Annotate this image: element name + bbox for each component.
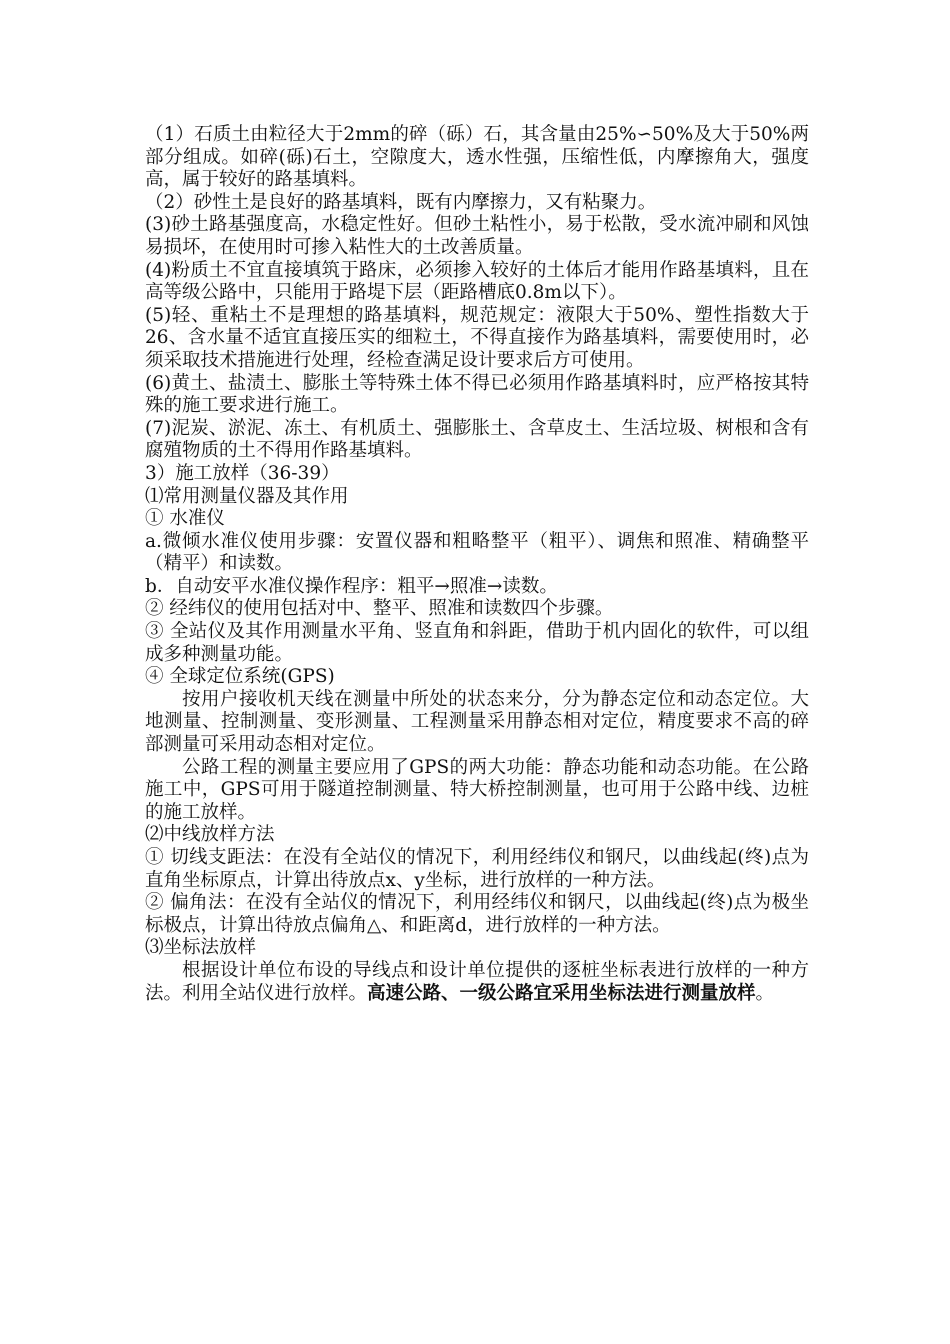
paragraph-gps-functions: 公路工程的测量主要应用了GPS的两大功能：静态功能和动态功能。在公路施工中，GPS可用于隧道控制测量、特大桥控制测量，也可用于公路中线、边桩的施工放样。 [145, 756, 809, 823]
paragraph-2: （2）砂性土是良好的路基填料，既有内摩擦力，又有粘聚力。 [145, 191, 657, 213]
paragraph-1: （1）石质土由粒径大于2mm的碎（砾）石，其含量由25%∽50%及大于50%两部分组成。如碎(砾)石土，空隙度大，透水性强，压缩性低，内摩擦角大，强度高，属于较好的路基填料。 [145, 124, 809, 191]
paragraph-gps-positioning: 按用户接收机天线在测量中所处的状态来分，分为静态定位和动态定位。大地测量、控制测量、变形测量、工程测量采用静态相对定位，精度要求不高的碎部测量可采用动态相对定位。 [145, 688, 809, 756]
coordinate-method-end: 。 [755, 982, 775, 1004]
item-gps: ④ 全球定位系统(GPS) [145, 666, 335, 688]
subheading-instruments: ⑴常用测量仪器及其作用 [145, 485, 349, 507]
paragraph-3: (3)砂土路基强度高，水稳定性好。但砂土粘性小，易于松散，受水流冲刷和风蚀易损坏，在使用时可掺入粘性大的土改善质量。 [145, 214, 809, 258]
coordinate-method-emphasis: 高速公路、一级公路宜采用坐标法进行测量放样 [367, 982, 756, 1004]
paragraph-6: (6)黄土、盐渍土、膨胀土等特殊土体不得已必须用作路基填料时，应严格按其特殊的施工要求进行施工。 [145, 372, 809, 417]
item-theodolite: ② 经纬仪的使用包括对中、整平、照准和读数四个步骤。 [145, 598, 614, 620]
item-tangent-offset: ① 切线支距法：在没有全站仪的情况下，利用经纬仪和钢尺，以曲线起(终)点为直角坐标原点，计算出待放点x、y坐标，进行放样的一种方法。 [145, 847, 809, 891]
paragraph-5: (5)轻、重粘土不是理想的路基填料，规范规定：液限大于50%、塑性指数大于26、含水量不适宜直接压实的细粒土，不得直接作为路基填料，需要使用时，必须采取技术措施进行处理，经检查满足设计要求后方可使用。 [145, 304, 809, 371]
document-body [145, 124, 809, 1005]
subheading-coordinate-method: ⑶坐标法放样 [145, 937, 257, 959]
item-total-station: ③ 全站仪及其作用测量水平角、竖直角和斜距，借助于机内固化的软件，可以组成多种测量功能。 [145, 621, 809, 665]
item-automatic-level: b．自动安平水准仪操作程序：粗平→照准→读数。 [145, 575, 558, 597]
paragraph-coordinate-method [145, 960, 809, 1005]
subheading-centerline: ⑵中线放样方法 [145, 824, 275, 846]
item-level-instrument: ① 水准仪 [145, 508, 225, 530]
paragraph-4: (4)粉质土不宜直接填筑于路床，必须掺入较好的土体后才能用作路基填料，且在高等级公路中，只能用于路堤下层（距路槽底0.8m以下）。 [145, 259, 809, 304]
coordinate-method-text: 根据设计单位布设的导线点和设计单位提供的逐桩坐标表进行放样的一种方法。利用全站仪进行放样。 [145, 959, 809, 1004]
item-deflection-angle: ② 偏角法：在没有全站仪的情况下，利用经纬仪和钢尺，以曲线起(终)点为极坐标极点，计算出待放点偏角△、和距离d，进行放样的一种方法。 [145, 892, 809, 936]
item-tilting-level: a.微倾水准仪使用步骤：安置仪器和粗略整平（粗平）、调焦和照准、精确整平（精平）和读数。 [145, 530, 809, 575]
section-heading-3: 3）施工放样（36-39） [145, 462, 340, 484]
paragraph-7: (7)泥炭、淤泥、冻土、有机质土、强膨胀土、含草皮土、生活垃圾、树根和含有腐殖物质的土不得用作路基填料。 [145, 417, 809, 462]
